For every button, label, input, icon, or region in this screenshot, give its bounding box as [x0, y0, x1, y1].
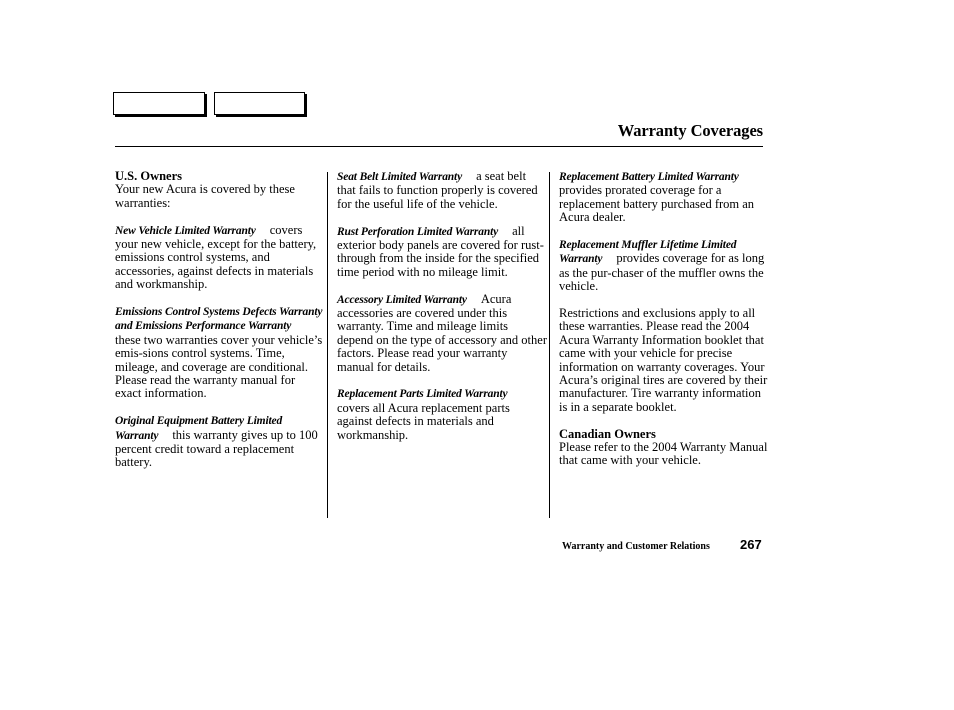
column-divider-1	[327, 172, 328, 518]
warranty-name: Replacement Muffler Lifetime Limited Warranty	[559, 239, 737, 266]
warranty-description: Acura accessories are covered under this warranty. Time and mileage limits depend on the type of accessory and other factors. Please read your warranty manual for details.	[337, 291, 547, 374]
section-heading: U.S. Owners	[115, 169, 183, 183]
warranty-paragraph	[115, 224, 323, 292]
warranty-paragraph	[337, 170, 547, 211]
header-rule	[115, 146, 763, 147]
warranty-paragraph	[115, 170, 323, 210]
warranty-description: a seat belt that fails to function properly is covered for the useful life of the vehicle.	[337, 169, 538, 211]
warranty-paragraph	[115, 414, 323, 470]
warranty-paragraph	[559, 307, 769, 414]
page-number: 267	[740, 537, 762, 552]
warranty-description: Your new Acura is covered by these warranties:	[115, 182, 295, 210]
warranty-paragraph	[337, 293, 547, 374]
warranty-paragraph	[115, 305, 323, 401]
warranty-name: Seat Belt Limited Warranty	[337, 171, 463, 183]
warranty-name: Original Equipment Battery Limited Warranty	[115, 415, 283, 442]
warranty-description: Restrictions and exclusions apply to all these warranties. Please read the 2004 Acura Warranty Information booklet that came with your vehicle for precise information on warranty coverages. Your Acura’s original tires are covered by their manufacturer. Tire warranty information is in a separate booklet.	[559, 306, 768, 414]
warranty-description: this warranty gives up to 100 percent credit toward a replacement battery.	[115, 427, 318, 470]
warranty-name: Replacement Parts Limited Warranty	[337, 388, 508, 401]
warranty-name: New Vehicle Limited Warranty	[115, 224, 256, 237]
warranty-name: Accessory Limited Warranty	[337, 293, 467, 306]
warranty-description: all exterior body panels are covered for rust-through from the inside for the specified time period with no mileage limit.	[337, 223, 544, 279]
page-title: Warranty Coverages	[617, 121, 763, 140]
warranty-description: covers all Acura replacement parts against defects in materials and workmanship.	[337, 400, 510, 442]
nav-button-prev[interactable]	[113, 92, 205, 115]
warranty-paragraph	[559, 238, 769, 294]
warranty-description: Please refer to the 2004 Warranty Manual that came with your vehicle.	[559, 440, 768, 468]
warranty-name: Emissions Control Systems Defects Warranty and Emissions Performance Warranty	[115, 306, 323, 333]
text-column-3	[559, 170, 769, 481]
section-heading: Canadian Owners	[559, 426, 656, 441]
column-divider-2	[549, 172, 550, 518]
warranty-name: Replacement Battery Limited Warranty	[559, 171, 739, 183]
warranty-description: provides coverage for as long as the pur-chaser of the muffler owns the vehicle.	[559, 251, 765, 294]
warranty-paragraph	[559, 170, 769, 225]
warranty-paragraph	[337, 225, 547, 280]
warranty-description: provides prorated coverage for a replacement battery purchased from an Acura dealer.	[559, 183, 755, 225]
warranty-paragraph	[337, 387, 547, 442]
warranty-description: these two warranties cover your vehicle’s emis-sions control systems. Time, mileage, and coverage are conditional. Please read the warranty manual for exact information.	[115, 332, 323, 401]
text-column-1	[115, 170, 323, 483]
nav-button-next[interactable]	[214, 92, 305, 115]
warranty-description: covers your new vehicle, except for the battery, emissions control systems, and accessories, against defects in materials and workmanship.	[115, 222, 317, 292]
footer-section-label: Warranty and Customer Relations	[562, 541, 710, 552]
text-column-2	[337, 170, 547, 455]
warranty-paragraph	[559, 428, 769, 468]
warranty-name: Rust Perforation Limited Warranty	[337, 225, 499, 238]
